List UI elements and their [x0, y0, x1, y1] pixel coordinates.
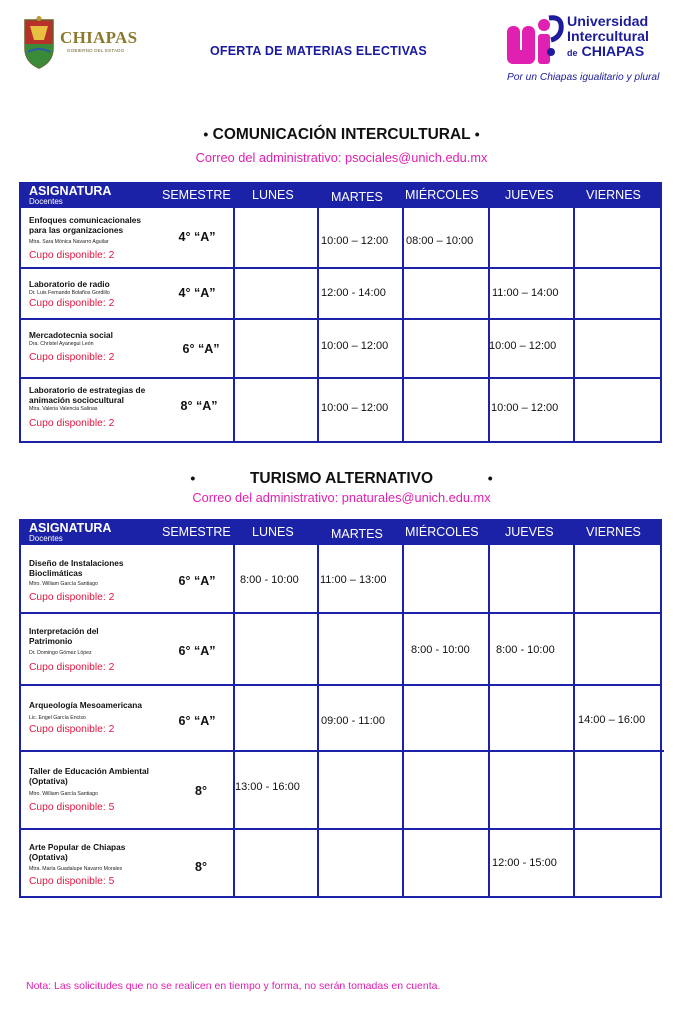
table-header — [21, 521, 660, 545]
bullet-icon: • — [190, 470, 196, 486]
column-header-docentes: Docentes — [29, 534, 63, 543]
column-header-viernes: VIERNES — [586, 188, 641, 202]
schedule-jueves: 8:00 - 10:00 — [496, 644, 555, 656]
subject-name: Enfoques comunicacionales para las organizaciones — [29, 215, 142, 235]
column-divider — [402, 208, 404, 441]
column-divider — [573, 208, 575, 441]
row-divider — [21, 750, 664, 752]
teacher-name: Dr. Luis Fernando Bolaños Gordillo — [29, 290, 110, 296]
teacher-name: Mtra. Sara Mónica Navarro Aguilar — [29, 239, 109, 245]
page-header — [0, 0, 683, 90]
subject-name: Interpretación del Patrimonio — [29, 626, 99, 646]
schedule-jueves: 10:00 – 12:00 — [491, 402, 559, 414]
column-header-lunes: LUNES — [252, 188, 294, 202]
state-subtitle: GOBIERNO DEL ESTADO — [67, 48, 125, 53]
teacher-name: Dra. Christel Ayanegui León — [29, 341, 94, 347]
section-title-text: COMUNICACIÓN INTERCULTURAL — [212, 126, 471, 143]
schedule-martes: 10:00 – 12:00 — [321, 340, 389, 352]
schedule-jueves: 11:00 – 14:00 — [492, 287, 559, 299]
section-title-comunicacion — [0, 126, 683, 144]
semester: 8° — [195, 784, 207, 798]
subject-name: Laboratorio de radio — [29, 279, 110, 289]
section-title-turismo — [0, 470, 683, 488]
column-divider — [402, 545, 404, 896]
row-divider — [21, 684, 660, 686]
footer-note: Nota: Las solicitudes que no se realicen en tiempo y forma, no serán tomadas en cuenta. — [26, 980, 441, 992]
section-title-text: TURISMO ALTERNATIVO — [249, 470, 434, 487]
column-header-lunes: LUNES — [252, 525, 294, 539]
available-seats: Cupo disponible: 2 — [29, 352, 115, 363]
schedule-table-turismo — [19, 519, 662, 898]
subject-name: Mercadotecnia social — [29, 330, 113, 340]
subject-name: Diseño de Instalaciones Bioclimáticas — [29, 558, 124, 578]
available-seats: Cupo disponible: 2 — [29, 298, 115, 309]
column-header-miercoles: MIÉRCOLES — [405, 188, 479, 202]
available-seats: Cupo disponible: 5 — [29, 802, 115, 813]
row-divider — [21, 267, 660, 269]
admin-email-turismo: Correo del administrativo: pnaturales@unich.edu.mx — [192, 490, 491, 505]
teacher-name: Mtra. María Guadalupe Navarro Morales — [29, 866, 123, 872]
row-divider — [21, 318, 660, 320]
chiapas-crest-icon — [22, 16, 56, 70]
table-header — [21, 184, 660, 208]
document-title: OFERTA DE MATERIAS ELECTIVAS — [210, 44, 427, 58]
unich-logo-icon — [505, 12, 565, 70]
column-divider — [233, 545, 235, 896]
subject-name: Taller de Educación Ambiental (Optativa) — [29, 766, 149, 786]
subject-name: Laboratorio de estrategias de animación sociocultural — [29, 385, 146, 405]
uni-name-line3 — [567, 45, 649, 61]
available-seats: Cupo disponible: 2 — [29, 724, 115, 735]
subject-name: Arte Popular de Chiapas (Optativa) — [29, 842, 126, 862]
semester: 8° “A” — [180, 399, 218, 413]
schedule-miercoles: 08:00 – 10:00 — [406, 235, 474, 247]
column-header-semestre: SEMESTRE — [162, 188, 231, 202]
schedule-martes: 09:00 - 11:00 — [321, 715, 386, 727]
semester: 6° “A” — [178, 644, 216, 658]
admin-email-comunicacion: Correo del administrativo: psociales@unich.edu.mx — [195, 150, 488, 165]
state-name: CHIAPAS — [60, 28, 138, 47]
available-seats: Cupo disponible: 5 — [29, 876, 115, 887]
schedule-martes: 10:00 – 12:00 — [321, 235, 389, 247]
schedule-viernes: 14:00 – 16:00 — [578, 714, 646, 726]
bullet-icon: • — [474, 126, 480, 142]
schedule-lunes: 13:00 - 16:00 — [235, 781, 300, 793]
university-name — [567, 15, 649, 61]
schedule-jueves: 12:00 - 15:00 — [492, 857, 557, 869]
row-divider — [21, 612, 660, 614]
schedule-lunes: 8:00 - 10:00 — [240, 574, 299, 586]
column-header-jueves: JUEVES — [505, 525, 554, 539]
column-header-asignatura: ASIGNATURA — [29, 521, 112, 535]
column-header-martes: MARTES — [331, 527, 383, 541]
teacher-name: Dr. Domingo Gómez López — [29, 650, 92, 656]
column-divider — [488, 208, 490, 441]
schedule-miercoles: 8:00 - 10:00 — [411, 644, 470, 656]
bullet-icon: • — [203, 126, 209, 142]
column-divider — [317, 545, 319, 896]
column-header-viernes: VIERNES — [586, 525, 641, 539]
available-seats: Cupo disponible: 2 — [29, 418, 115, 429]
semester: 8° — [195, 860, 207, 874]
schedule-martes: 10:00 – 12:00 — [321, 402, 389, 414]
column-header-martes: MARTES — [331, 190, 383, 204]
column-divider — [573, 545, 575, 896]
semester: 4° “A” — [178, 230, 216, 244]
column-header-asignatura: ASIGNATURA — [29, 184, 112, 198]
available-seats: Cupo disponible: 2 — [29, 662, 115, 673]
uni-name-chiapas: CHIAPAS — [581, 44, 645, 60]
column-divider — [317, 208, 319, 441]
semester: 6° “A” — [178, 574, 216, 588]
row-divider — [21, 828, 660, 830]
column-header-docentes: Docentes — [29, 197, 63, 206]
bullet-icon: • — [487, 470, 493, 486]
teacher-name: Mtro. William García Santiago — [29, 581, 98, 587]
schedule-table-comunicacion — [19, 182, 662, 443]
teacher-name: Mtra. Valeria Valencia Salinas — [29, 406, 98, 412]
uni-name-line2: Intercultural — [567, 29, 649, 45]
semester: 6° “A” — [178, 714, 216, 728]
teacher-name: Mtro. William García Santiago — [29, 791, 98, 797]
column-header-jueves: JUEVES — [505, 188, 554, 202]
available-seats: Cupo disponible: 2 — [29, 592, 115, 603]
university-slogan: Por un Chiapas igualitario y plural — [507, 72, 660, 83]
column-header-miercoles: MIÉRCOLES — [405, 525, 479, 539]
row-divider — [21, 377, 660, 379]
subject-name: Arqueología Mesoamericana — [29, 700, 142, 710]
schedule-martes: 12:00 - 14:00 — [321, 287, 386, 299]
uni-name-line1: Universidad — [567, 14, 649, 30]
uni-name-de: de — [567, 48, 578, 58]
column-header-semestre: SEMESTRE — [162, 525, 231, 539]
available-seats: Cupo disponible: 2 — [29, 250, 115, 261]
column-divider — [488, 545, 490, 896]
schedule-martes: 11:00 – 13:00 — [320, 574, 387, 586]
semester: 6° “A” — [182, 342, 220, 356]
semester: 4° “A” — [178, 286, 216, 300]
schedule-jueves: 10:00 – 12:00 — [489, 340, 557, 352]
teacher-name: Lic. Engel García Enciso — [29, 715, 86, 721]
